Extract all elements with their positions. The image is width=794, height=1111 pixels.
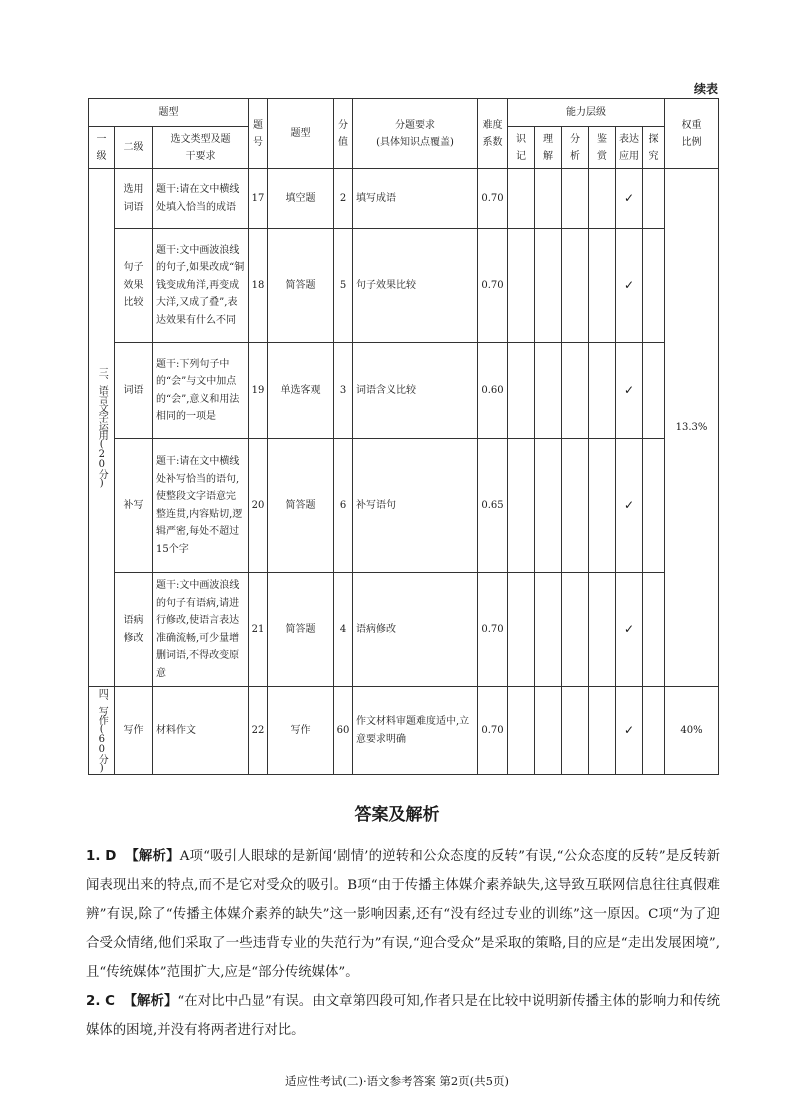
row-req: 材料作文 [153, 687, 249, 775]
table-row [89, 169, 719, 229]
row-no: 22 [249, 687, 268, 775]
row-diff: 0.70 [478, 169, 508, 229]
header-yiji: 一级 [89, 127, 115, 169]
answers-title: 答案及解析 [354, 805, 440, 825]
check-mark: ✓ [616, 343, 643, 439]
check-mark: ✓ [616, 687, 643, 775]
check-mark: ✓ [616, 573, 643, 687]
header-yaoqiu-sub: (具体知识点覆盖) [376, 136, 454, 148]
check-mark: ✓ [616, 169, 643, 229]
answer-text: “在对比中凸显”有误。由文章第四段可知,作者只是在比较中说明新传播主体的影响力和传统媒体的困境,并没有将两者进行对比。 [86, 994, 721, 1038]
header-tixing: 题型 [89, 99, 249, 127]
row-no: 18 [249, 229, 268, 343]
row-type: 填空题 [268, 169, 334, 229]
header-quanzhong: 权重比例 [665, 99, 719, 169]
row-req: 题干:下列句子中的“会”与文中加点的“会”,意义和用法相同的一项是 [153, 343, 249, 439]
header-tihao: 题号 [249, 99, 268, 169]
row-score: 5 [334, 229, 353, 343]
section4-label: 四、写作(60分) [89, 687, 115, 775]
row-req: 题干:请在文中横线处补写恰当的语句,使整段文字语意完整连贯,内容贴切,逻辑严密,每处不超过15个字 [153, 439, 249, 573]
level-tanjiu: 探究 [643, 127, 665, 169]
header-nengli: 能力层级 [508, 99, 665, 127]
row-sub: 选用词语 [115, 169, 153, 229]
row-diff: 0.70 [478, 687, 508, 775]
answer-item [86, 987, 720, 1045]
analysis-tag: 【解析】 [125, 848, 180, 864]
row-no: 19 [249, 343, 268, 439]
row-req: 题干:文中画波浪线的句子有语病,请进行修改,使语言表达准确流畅,可少量增删词语,不得改变原意 [153, 573, 249, 687]
row-score: 4 [334, 573, 353, 687]
row-detail: 词语含义比较 [353, 343, 478, 439]
header-xuanwen: 选文类型及题干要求 [153, 127, 249, 169]
exam-spec-table [88, 98, 719, 775]
row-diff: 0.70 [478, 229, 508, 343]
level-shiji: 识记 [508, 127, 535, 169]
row-diff: 0.60 [478, 343, 508, 439]
check-mark: ✓ [616, 439, 643, 573]
answer-text: A项“吸引人眼球的是新闻‘剧情’的逆转和公众态度的反转”有误,“公众态度的反转”是反转新闻表现出来的特点,而不是它对受众的吸引。B项“由于传播主体媒介素养缺失,这导致互联网信息往往真假难辨”有误,除了“传播主体媒介素养的缺失”这一影响因素,还有“没有经过专业的训练”这一原因。C项“为了迎合受众情绪,他们采取了一些违背专业的失范行为”有误,“迎合受众”是采取的策略,目的应是“走出发展困境”,且“传统媒体”范围扩大,应是“部分传统媒体”。 [86, 849, 721, 980]
section4-weight: 40% [665, 687, 719, 775]
answer-item [86, 842, 720, 987]
row-sub: 语病修改 [115, 573, 153, 687]
row-type: 简答题 [268, 439, 334, 573]
header-yaoqiu [353, 99, 478, 169]
analysis-tag: 【解析】 [123, 993, 178, 1009]
check-mark: ✓ [616, 229, 643, 343]
row-score: 2 [334, 169, 353, 229]
header-fenzhi: 分值 [334, 99, 353, 169]
level-lijie: 理解 [535, 127, 562, 169]
row-score: 6 [334, 439, 353, 573]
answer-number: 1. D [86, 849, 117, 864]
row-type: 简答题 [268, 229, 334, 343]
row-sub: 写作 [115, 687, 153, 775]
header-tixing2: 题型 [268, 99, 334, 169]
row-sub: 词语 [115, 343, 153, 439]
row-diff: 0.70 [478, 573, 508, 687]
row-detail: 句子效果比较 [353, 229, 478, 343]
row-no: 21 [249, 573, 268, 687]
answer-number: 2. C [86, 994, 115, 1009]
continued-label: 续表 [693, 82, 718, 96]
level-fenxi: 分析 [562, 127, 589, 169]
row-req: 题干:文中画波浪线的句子,如果改成“铜钱变成角洋,再变成大洋,又成了叠”,表达效果有什么不同 [153, 229, 249, 343]
row-no: 17 [249, 169, 268, 229]
header-yaoqiu-main: 分题要求 [395, 119, 435, 131]
level-biaodayingyong: 表达应用 [616, 127, 643, 169]
section3-label: 三、语言文字运用(20分) [89, 169, 115, 687]
row-detail: 填写成语 [353, 169, 478, 229]
row-detail: 语病修改 [353, 573, 478, 687]
row-sub: 补写 [115, 439, 153, 573]
level-jianshang: 鉴赏 [589, 127, 616, 169]
table-row [89, 439, 719, 573]
row-type: 写作 [268, 687, 334, 775]
table-row [89, 229, 719, 343]
table-row [89, 687, 719, 775]
row-detail: 作文材料审题难度适中,立意要求明确 [353, 687, 478, 775]
section3-weight: 13.3% [665, 169, 719, 687]
row-type: 简答题 [268, 573, 334, 687]
header-nandu: 难度系数 [478, 99, 508, 169]
row-detail: 补写语句 [353, 439, 478, 573]
answers-section [86, 842, 720, 1045]
row-no: 20 [249, 439, 268, 573]
row-type: 单选客观 [268, 343, 334, 439]
page-footer: 适应性考试(二)·语文参考答案 第2页(共5页) [285, 1074, 509, 1088]
row-score: 3 [334, 343, 353, 439]
row-diff: 0.65 [478, 439, 508, 573]
table-row [89, 343, 719, 439]
header-erji: 二级 [115, 127, 153, 169]
row-score: 60 [334, 687, 353, 775]
row-req: 题干:请在文中横线处填入恰当的成语 [153, 169, 249, 229]
table-row [89, 573, 719, 687]
row-sub: 句子效果比较 [115, 229, 153, 343]
